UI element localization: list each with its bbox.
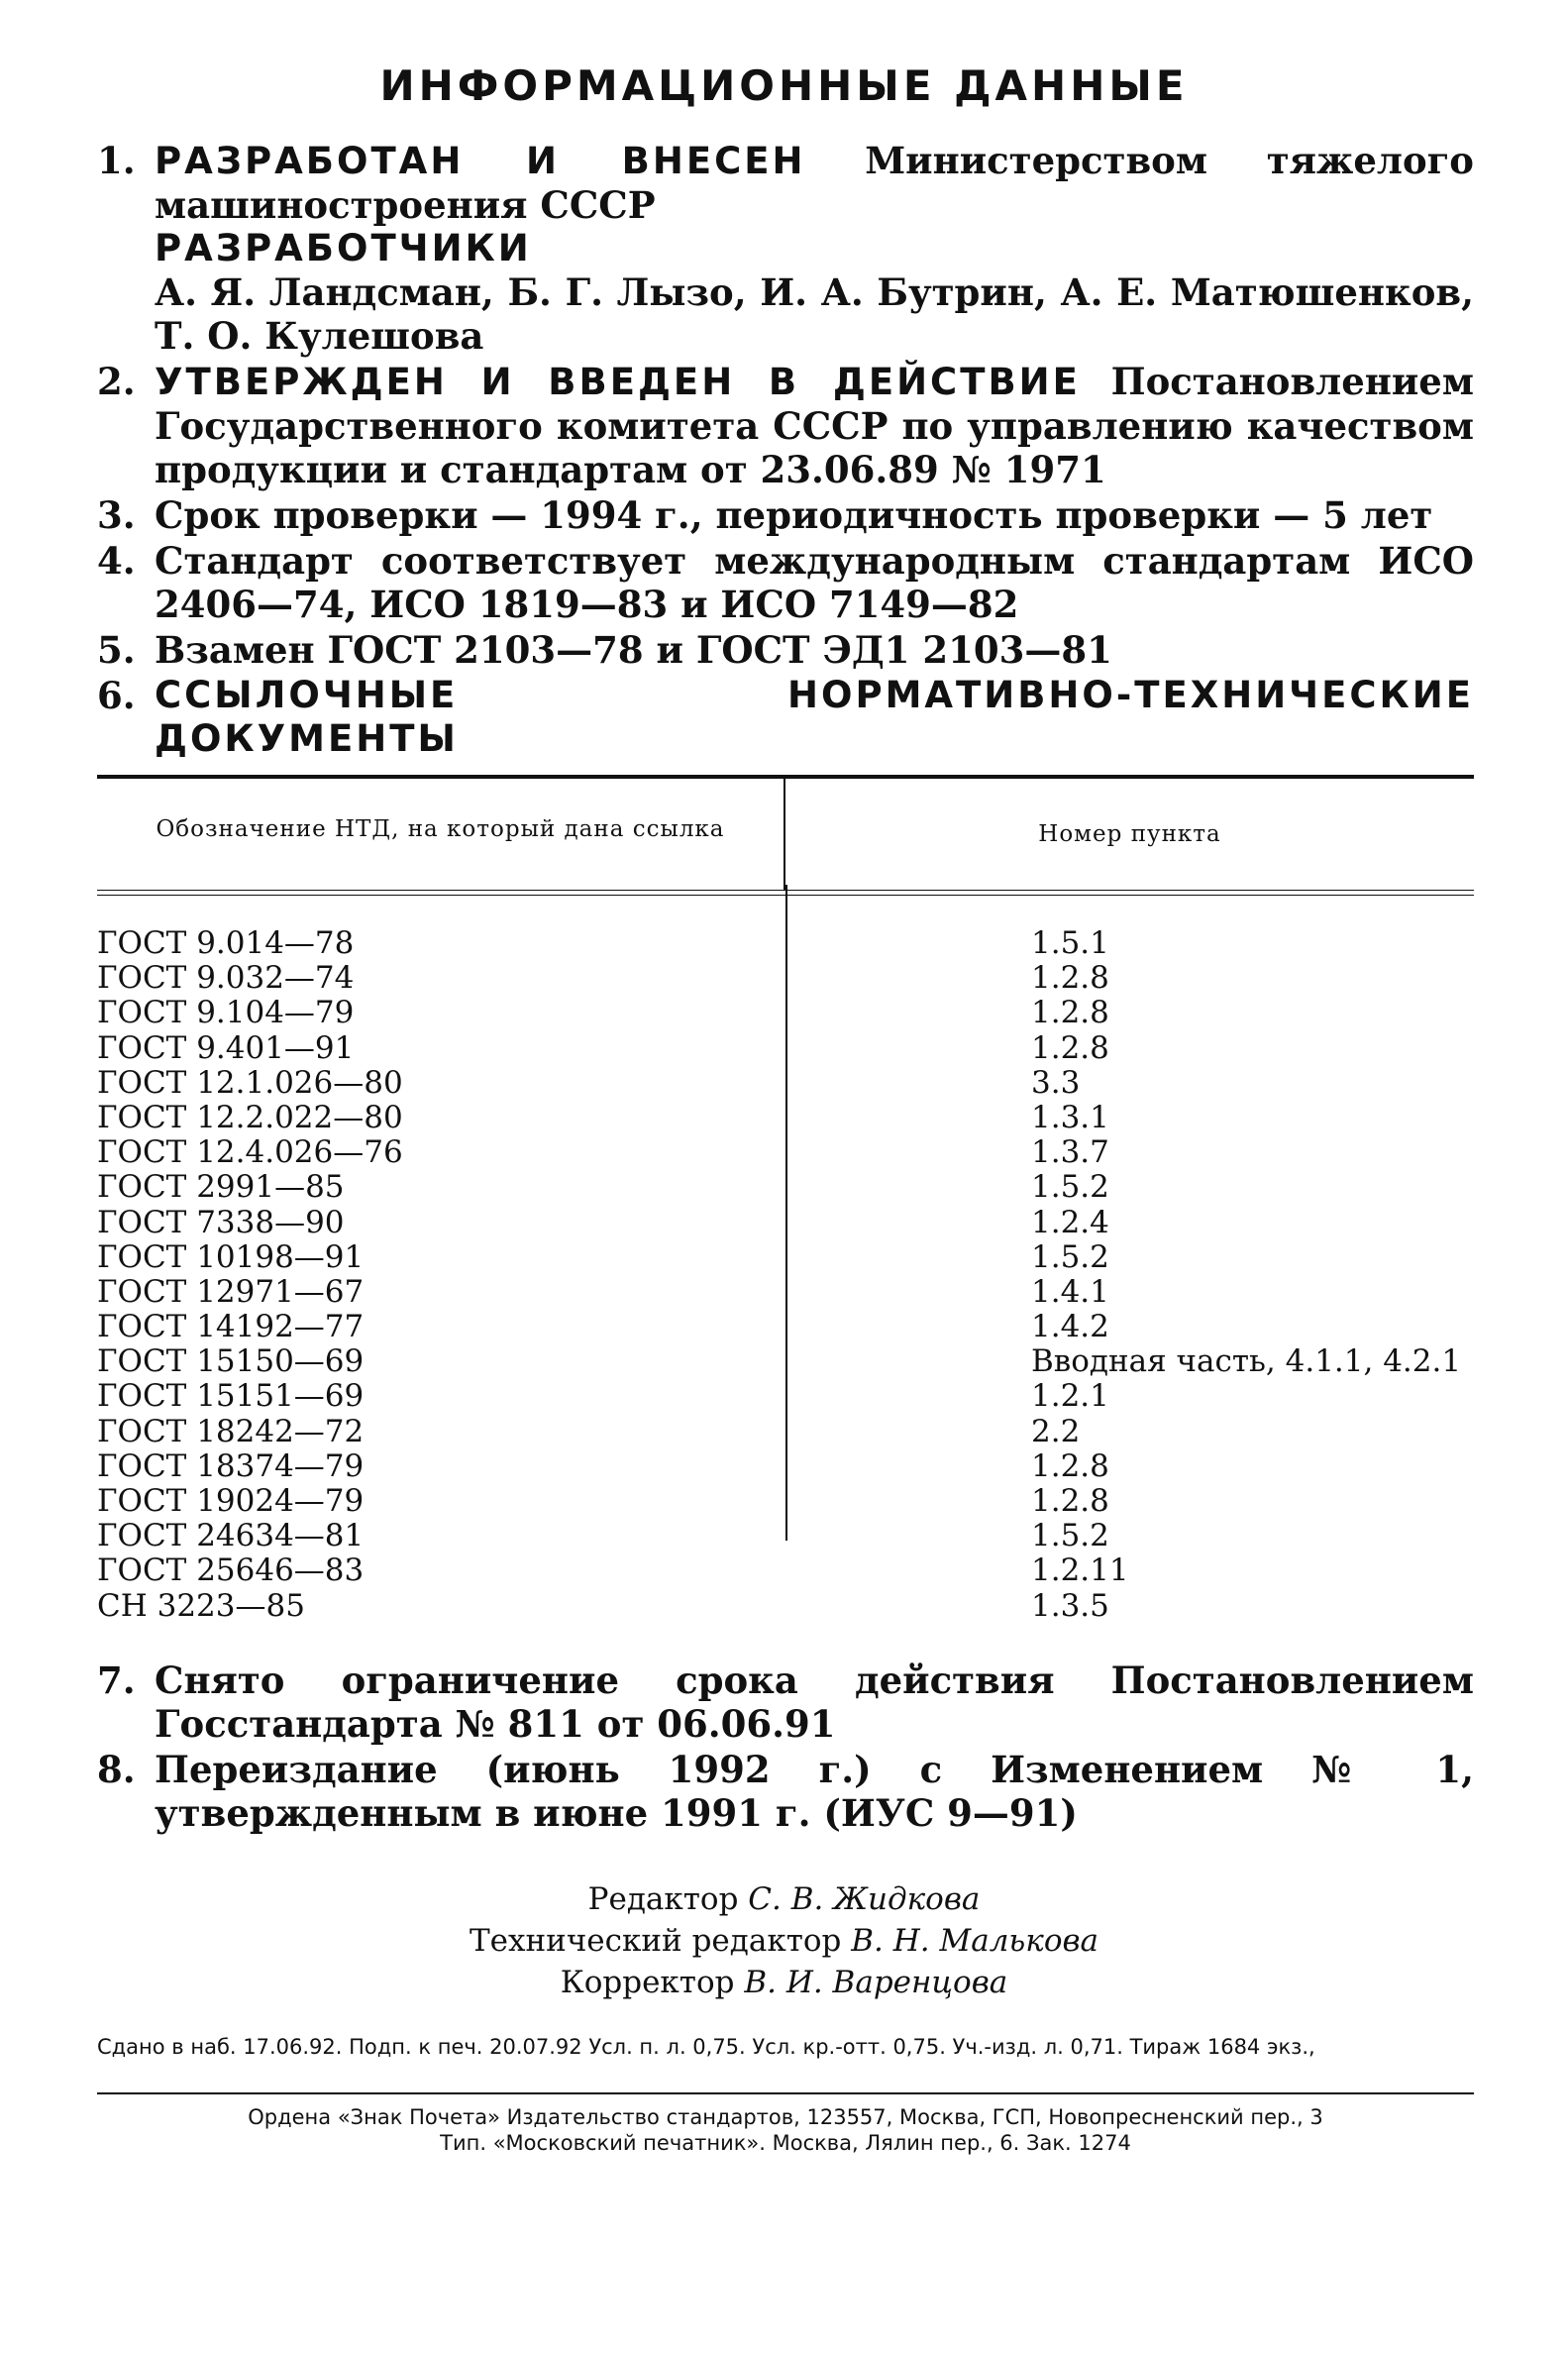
cell-clause: 1.5.2	[1031, 1518, 1109, 1554]
cell-designation: ГОСТ 2991—85	[97, 1169, 345, 1206]
col-header-designation: Обозначение НТД, на который дана ссылка	[97, 779, 785, 890]
cell-designation: ГОСТ 14192—77	[97, 1309, 365, 1345]
publisher-line-2: Тип. «Московский печатник». Москва, Лялин пер., 6. Зак. 1274	[440, 2131, 1131, 2155]
item-number: 3.	[97, 493, 136, 537]
item-text: Снято ограничение срока действия Постановлением Госстандарта № 811 от 06.06.91	[155, 1658, 1474, 1746]
cell-clause: 1.4.1	[1031, 1273, 1109, 1310]
item-text: ССЫЛОЧНЫЕ НОРМАТИВНО-ТЕХНИЧЕСКИЕ ДОКУМЕНТЫ	[155, 674, 1474, 760]
table-row	[97, 1449, 1474, 1484]
cell-clause: 1.2.8	[1031, 995, 1109, 1031]
table-row	[97, 1101, 1474, 1135]
table-row	[97, 1484, 1474, 1519]
table-row	[97, 1031, 1474, 1066]
cell-designation: ГОСТ 9.401—91	[97, 1029, 355, 1066]
cell-designation: СН 3223—85	[97, 1587, 305, 1624]
cell-clause: 1.3.7	[1031, 1134, 1109, 1171]
cell-designation: ГОСТ 12.4.026—76	[97, 1134, 403, 1171]
item-number: 8.	[97, 1748, 136, 1791]
cell-clause: 1.3.1	[1031, 1099, 1109, 1135]
table-row	[97, 1553, 1474, 1588]
item-lead: РАЗРАБОТАН И ВНЕСЕН	[155, 140, 806, 182]
developers-heading: РАЗРАБОТЧИКИ	[155, 227, 532, 269]
cell-designation: ГОСТ 15151—69	[97, 1378, 365, 1415]
table-row	[97, 926, 1474, 961]
table-row	[97, 1519, 1474, 1553]
table-row	[97, 1275, 1474, 1310]
staff-role: Корректор	[560, 1965, 735, 2000]
table-row	[97, 961, 1474, 996]
info-item-4	[97, 539, 1474, 626]
imprint-rule	[97, 2092, 1474, 2094]
info-items-after	[97, 1658, 1474, 1837]
info-item-5	[97, 628, 1474, 672]
item-text	[155, 360, 1474, 491]
cell-clause: 1.2.4	[1031, 1204, 1109, 1240]
table-row	[97, 1240, 1474, 1275]
cell-clause: 1.2.1	[1031, 1378, 1109, 1415]
item-number: 2.	[97, 360, 136, 403]
table-row	[97, 1170, 1474, 1205]
item-body: Министерством тяжелого машиностроения СССР	[155, 139, 1474, 227]
table-row	[97, 1206, 1474, 1240]
table-row	[97, 1135, 1474, 1170]
info-item-3	[97, 493, 1474, 537]
item-text: Срок проверки — 1994 г., периодичность проверки — 5 лет	[155, 493, 1433, 537]
item-lead: УТВЕРЖДЕН И ВВЕДЕН В ДЕЙСТВИЕ	[155, 361, 1081, 403]
cell-clause: 2.2	[1031, 1413, 1081, 1449]
reference-table	[97, 775, 1474, 1624]
table-row	[97, 1379, 1474, 1414]
cell-clause: 1.5.1	[1031, 925, 1109, 961]
info-item-1	[97, 139, 1474, 358]
cell-designation: ГОСТ 12.2.022—80	[97, 1099, 403, 1135]
item-body: Постановлением Государственного комитета СССР по управлению качеством продукции и стандартам от 23.06.89 № 1971	[155, 360, 1474, 491]
cell-designation: ГОСТ 18374—79	[97, 1447, 365, 1484]
cell-designation: ГОСТ 10198—91	[97, 1238, 365, 1275]
staff-name: В. Н. Малькова	[851, 1923, 1099, 1959]
cell-clause: 1.2.11	[1031, 1552, 1129, 1589]
table-row	[97, 1066, 1474, 1101]
staff-name: С. В. Жидкова	[748, 1881, 981, 1917]
cell-designation: ГОСТ 9.104—79	[97, 995, 355, 1031]
cell-clause: 1.5.2	[1031, 1238, 1109, 1275]
table-row	[97, 1344, 1474, 1379]
table-row	[97, 1415, 1474, 1449]
cell-clause: Вводная часть, 4.1.1, 4.2.1	[1031, 1343, 1462, 1380]
staff-proofreader	[0, 1962, 1568, 2003]
cell-clause: 1.2.8	[1031, 1483, 1109, 1519]
col-header-clause: Номер пункта	[1038, 821, 1221, 847]
cell-clause: 1.2.8	[1031, 1447, 1109, 1484]
table-row	[97, 1589, 1474, 1624]
table-row	[97, 996, 1474, 1030]
cell-designation: ГОСТ 7338—90	[97, 1204, 345, 1240]
cell-clause: 1.4.2	[1031, 1309, 1109, 1345]
item-text: Переиздание (июнь 1992 г.) с Изменением № 1, утвержденным в июне 1991 г. (ИУС 9—91)	[155, 1748, 1474, 1835]
cell-designation: ГОСТ 25646—83	[97, 1552, 365, 1589]
staff-credits	[0, 1878, 1568, 2003]
cell-clause: 3.3	[1031, 1064, 1081, 1101]
item-text: Стандарт соответствует международным стандартам ИСО 2406—74, ИСО 1819—83 и ИСО 7149—82	[155, 539, 1474, 626]
cell-designation: ГОСТ 19024—79	[97, 1483, 365, 1519]
table-row	[97, 1310, 1474, 1344]
cell-designation: ГОСТ 12.1.026—80	[97, 1064, 403, 1101]
table-body	[97, 891, 1474, 1624]
cell-designation: ГОСТ 18242—72	[97, 1413, 365, 1449]
table-header	[97, 779, 1474, 891]
staff-name: В. И. Варенцова	[744, 1965, 1008, 2000]
staff-editor	[0, 1878, 1568, 1920]
cell-designation: ГОСТ 15150—69	[97, 1343, 365, 1380]
item-text: Взамен ГОСТ 2103—78 и ГОСТ ЭД1 2103—81	[155, 628, 1112, 672]
item-number: 5.	[97, 628, 136, 672]
cell-clause: 1.5.2	[1031, 1169, 1109, 1206]
staff-tech-editor	[0, 1920, 1568, 1962]
cell-designation: ГОСТ 12971—67	[97, 1273, 365, 1310]
cell-designation: ГОСТ 9.014—78	[97, 925, 355, 961]
item-number: 6.	[97, 674, 136, 717]
cell-clause: 1.3.5	[1031, 1587, 1109, 1624]
info-item-6	[97, 674, 1474, 761]
staff-role: Технический редактор	[469, 1923, 842, 1959]
cell-clause: 1.2.8	[1031, 960, 1109, 997]
info-items	[97, 139, 1474, 763]
developers-list: А. Я. Ландсман, Б. Г. Лызо, И. А. Бутрин, А. Е. Матюшенков, Т. О. Кулешова	[155, 270, 1474, 358]
item-number: 7.	[97, 1658, 136, 1702]
item-text	[155, 139, 1474, 227]
info-item-7	[97, 1658, 1474, 1746]
info-item-2	[97, 360, 1474, 491]
cell-designation: ГОСТ 9.032—74	[97, 960, 355, 997]
print-imprint: Сдано в наб. 17.06.92. Подп. к печ. 20.07.92 Усл. п. л. 0,75. Усл. кр.-отт. 0,75. Уч.-изд. л. 0,71. Тираж 1684 экз.,	[97, 2035, 1315, 2059]
item-number: 4.	[97, 539, 136, 583]
publisher-line-1: Ордена «Знак Почета» Издательство стандартов, 123557, Москва, ГСП, Новопресненский пер., 3	[248, 2105, 1323, 2129]
info-item-8	[97, 1748, 1474, 1835]
page-title: ИНФОРМАЦИОННЫЕ ДАННЫЕ	[379, 61, 1189, 110]
cell-clause: 1.2.8	[1031, 1029, 1109, 1066]
publisher-info	[97, 2104, 1474, 2156]
item-number: 1.	[97, 139, 136, 182]
cell-designation: ГОСТ 24634—81	[97, 1518, 365, 1554]
staff-role: Редактор	[587, 1881, 739, 1917]
